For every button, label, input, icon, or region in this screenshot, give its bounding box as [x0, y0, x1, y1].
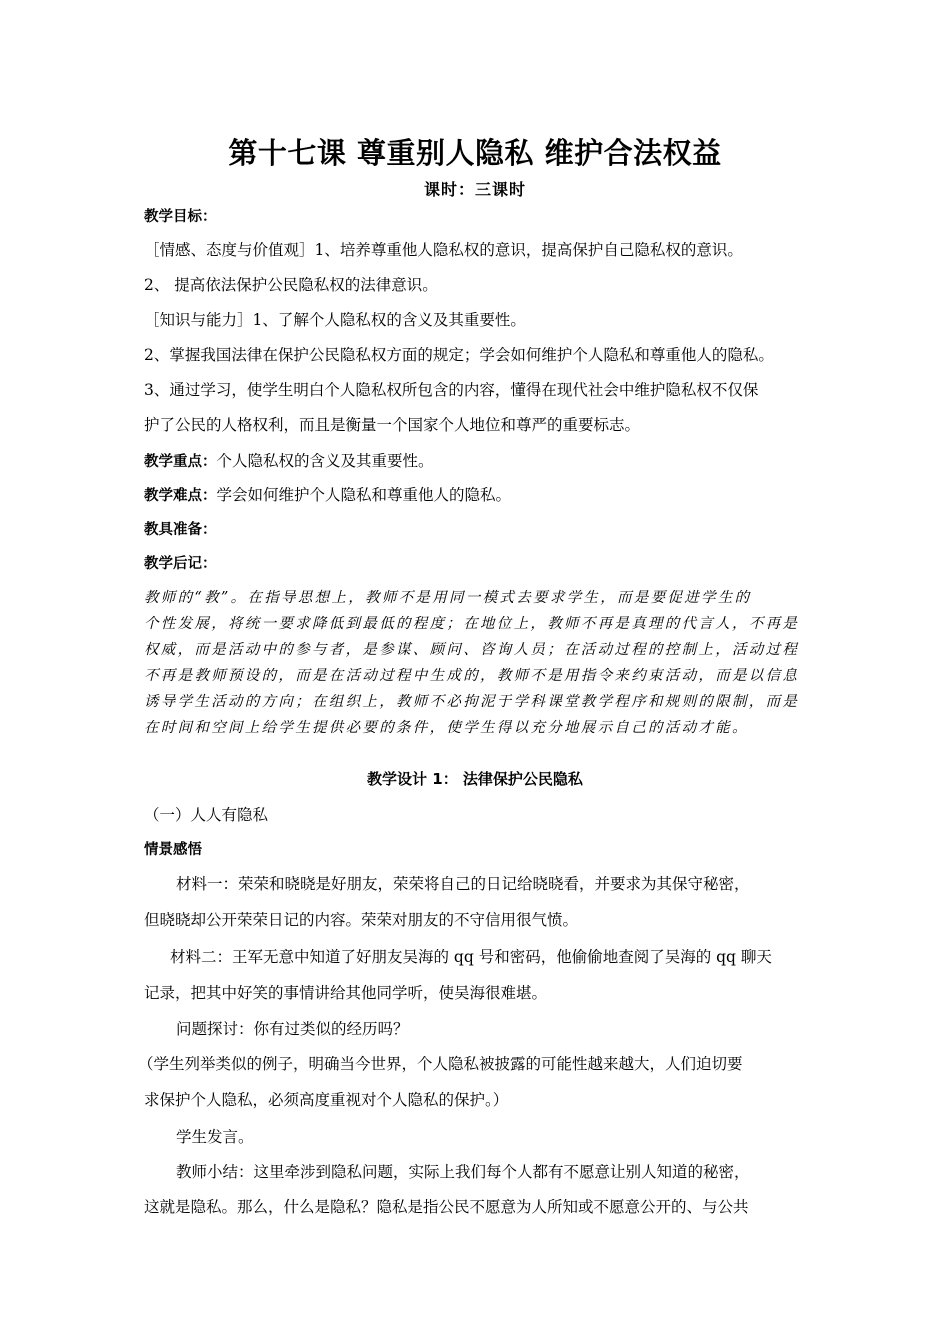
student-note-line: 求保护个人隐私，必须高度重视对个人隐私的保护。）	[144, 1091, 509, 1109]
student-speak-line: 学生发言。	[176, 1128, 254, 1146]
key-point-label: 教学重点：	[144, 454, 217, 470]
material-two-line: 记录，把其中好笑的事情讲给其他同学听，使吴海很难堪。	[144, 984, 548, 1002]
section-heading: （一）人人有隐私	[144, 806, 269, 824]
design-heading: 教学设计 1： 法律保护公民隐私	[367, 770, 583, 788]
afterword-line: 个性发展，将统一要求降低到最低的程度；在地位上，教师不再是真理的代言人，不再是	[144, 616, 800, 632]
objective-line: ［情感、态度与价值观］1、培养尊重他人隐私权的意识，提高保护自己隐私权的意识。	[144, 241, 743, 259]
difficulty-label: 教学难点：	[144, 488, 217, 504]
scene-label: 情景感悟	[144, 842, 202, 858]
objectives-label: 教学目标：	[144, 209, 217, 225]
teacher-summary-line: 教师小结：这里牵涉到隐私问题，实际上我们每个人都有不愿意让别人知道的秘密，	[176, 1163, 750, 1181]
afterword-line: 教师的“教”。在指导思想上，教师不是用同一模式去要求学生，而是要促进学生的	[144, 590, 752, 606]
material-two-line: 材料二：王军无意中知道了好朋友吴海的 qq 号和密码，他偷偷地查阅了吴海的 qq 聊天	[170, 948, 772, 966]
afterword-line: 在时间和空间上给学生提供必要的条件，使学生得以充分地展示自己的活动才能。	[144, 720, 749, 736]
afterword-line: 权威，而是活动中的参与者，是参谋、顾问、咨询人员；在活动过程的控制上，活动过程	[144, 642, 800, 658]
teacher-summary-line: 这就是隐私。那么，什么是隐私？隐私是指公民不愿意为人所知或不愿意公开的、与公共	[144, 1198, 749, 1216]
objective-line: 2、掌握我国法律在保护公民隐私权方面的规定；学会如何维护个人隐私和尊重他人的隐私。	[144, 346, 774, 364]
question-line: 问题探讨：你有过类似的经历吗？	[176, 1020, 409, 1038]
objective-line: 护了公民的人格权利，而且是衡量一个国家个人地位和尊严的重要标志。	[144, 416, 641, 434]
difficulty-text: 学会如何维护个人隐私和尊重他人的隐私。	[216, 486, 512, 504]
difficulty-row	[144, 483, 824, 505]
afterword-line: 诱导学生活动的方向；在组织上，教师不必拘泥于学科课堂教学程序和规则的限制，而是	[144, 694, 800, 710]
objective-line: ［知识与能力］1、了解个人隐私权的含义及其重要性。	[144, 311, 526, 329]
afterword-label: 教学后记：	[144, 556, 217, 572]
afterword-line: 不再是教师预设的，而是在活动过程中生成的，教师不是用指令来约束活动，而是以信息	[144, 668, 800, 684]
lesson-title: 第十七课 尊重别人隐私 维护合法权益	[228, 136, 722, 170]
key-point-row	[144, 449, 824, 471]
student-note-line: （学生列举类似的例子，明确当今世界，个人隐私被披露的可能性越来越大，人们迫切要	[138, 1055, 743, 1073]
objective-line: 2、 提高依法保护公民隐私权的法律意识。	[144, 276, 438, 294]
objective-line: 3、通过学习，使学生明白个人隐私权所包含的内容，懂得在现代社会中维护隐私权不仅保	[144, 381, 759, 399]
tools-label: 教具准备：	[144, 522, 217, 538]
key-point-text: 个人隐私权的含义及其重要性。	[216, 452, 434, 470]
material-one-line: 但晓晓却公开荣荣日记的内容。荣荣对朋友的不守信用很气愤。	[144, 911, 579, 929]
material-one-line: 材料一：荣荣和晓晓是好朋友，荣荣将自己的日记给晓晓看，并要求为其保守秘密，	[176, 875, 750, 893]
lesson-subtitle: 课时：三课时	[423, 180, 526, 199]
